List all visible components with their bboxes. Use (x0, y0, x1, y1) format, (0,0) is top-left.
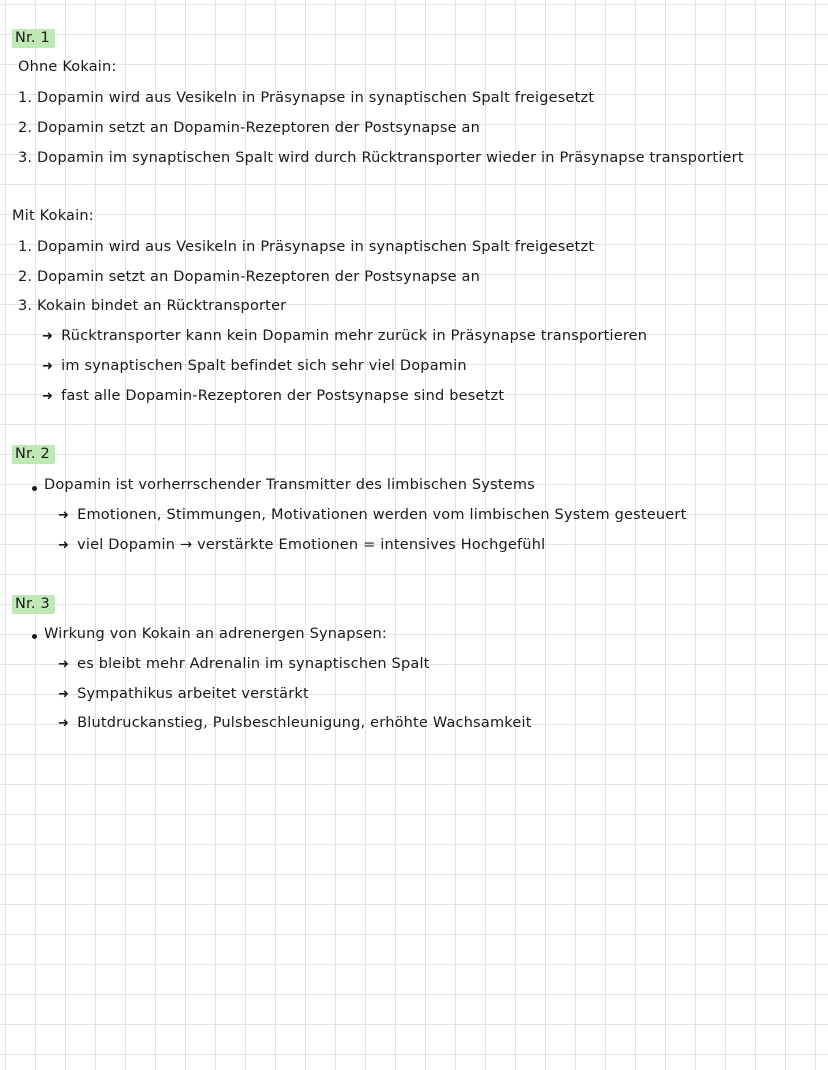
section-heading-nr2: Nr. 2 (12, 444, 55, 464)
section-heading-nr3: Nr. 3 (12, 594, 55, 614)
s2-sub-1: ➜ Emotionen, Stimmungen, Motivationen werden vom limbischen System gesteuert (58, 507, 687, 523)
s3-point: Wirkung von Kokain an adrenergen Synapsen: (44, 626, 388, 642)
mit-item-1: 1. Dopamin wird aus Vesikeln in Präsynapse in synaptischen Spalt freigesetzt (18, 239, 595, 255)
mit-item-2: 2. Dopamin setzt an Dopamin-Rezeptoren der Postsynapse an (18, 269, 480, 285)
s2-sub-2: ➜ viel Dopamin → verstärkte Emotionen = intensives Hochgefühl (58, 537, 546, 553)
arrow-icon: ➜ (58, 508, 70, 523)
arrow-icon: ➜ (58, 716, 70, 731)
ohne-item-1: 1. Dopamin wird aus Vesikeln in Präsynapse in synaptischen Spalt freigesetzt (18, 90, 595, 106)
ohne-item-3: 3. Dopamin im synaptischen Spalt wird durch Rücktransporter wieder in Präsynapse transportiert (18, 150, 744, 166)
s3-sub-1: ➜ es bleibt mehr Adrenalin im synaptischen Spalt (58, 656, 430, 672)
arrow-icon: ➜ (58, 657, 70, 672)
mit-sub-2: ➜ im synaptischen Spalt befindet sich sehr viel Dopamin (42, 358, 467, 374)
arrow-icon: ➜ (58, 538, 70, 553)
mit-sub-1: ➜ Rücktransporter kann kein Dopamin mehr zurück in Präsynapse transportieren (42, 328, 648, 344)
s2-point: Dopamin ist vorherrschender Transmitter des limbischen Systems (44, 477, 535, 493)
mit-item-3: 3. Kokain bindet an Rücktransporter (18, 298, 287, 314)
mit-sub-3: ➜ fast alle Dopamin-Rezeptoren der Postsynapse sind besetzt (42, 388, 505, 404)
ohne-kokain-title: Ohne Kokain: (18, 59, 117, 75)
mit-kokain-title: Mit Kokain: (12, 208, 94, 224)
s3-sub-3: ➜ Blutdruckanstieg, Pulsbeschleunigung, erhöhte Wachsamkeit (58, 715, 532, 731)
bullet-dot (32, 634, 37, 639)
arrow-icon: ➜ (58, 687, 70, 702)
arrow-icon: ➜ (42, 329, 54, 344)
section-heading-nr1: Nr. 1 (12, 28, 55, 48)
bullet-dot (32, 486, 37, 491)
arrow-icon: ➜ (42, 389, 54, 404)
ohne-item-2: 2. Dopamin setzt an Dopamin-Rezeptoren der Postsynapse an (18, 120, 480, 136)
s3-sub-2: ➜ Sympathikus arbeitet verstärkt (58, 686, 309, 702)
arrow-icon: ➜ (42, 359, 54, 374)
